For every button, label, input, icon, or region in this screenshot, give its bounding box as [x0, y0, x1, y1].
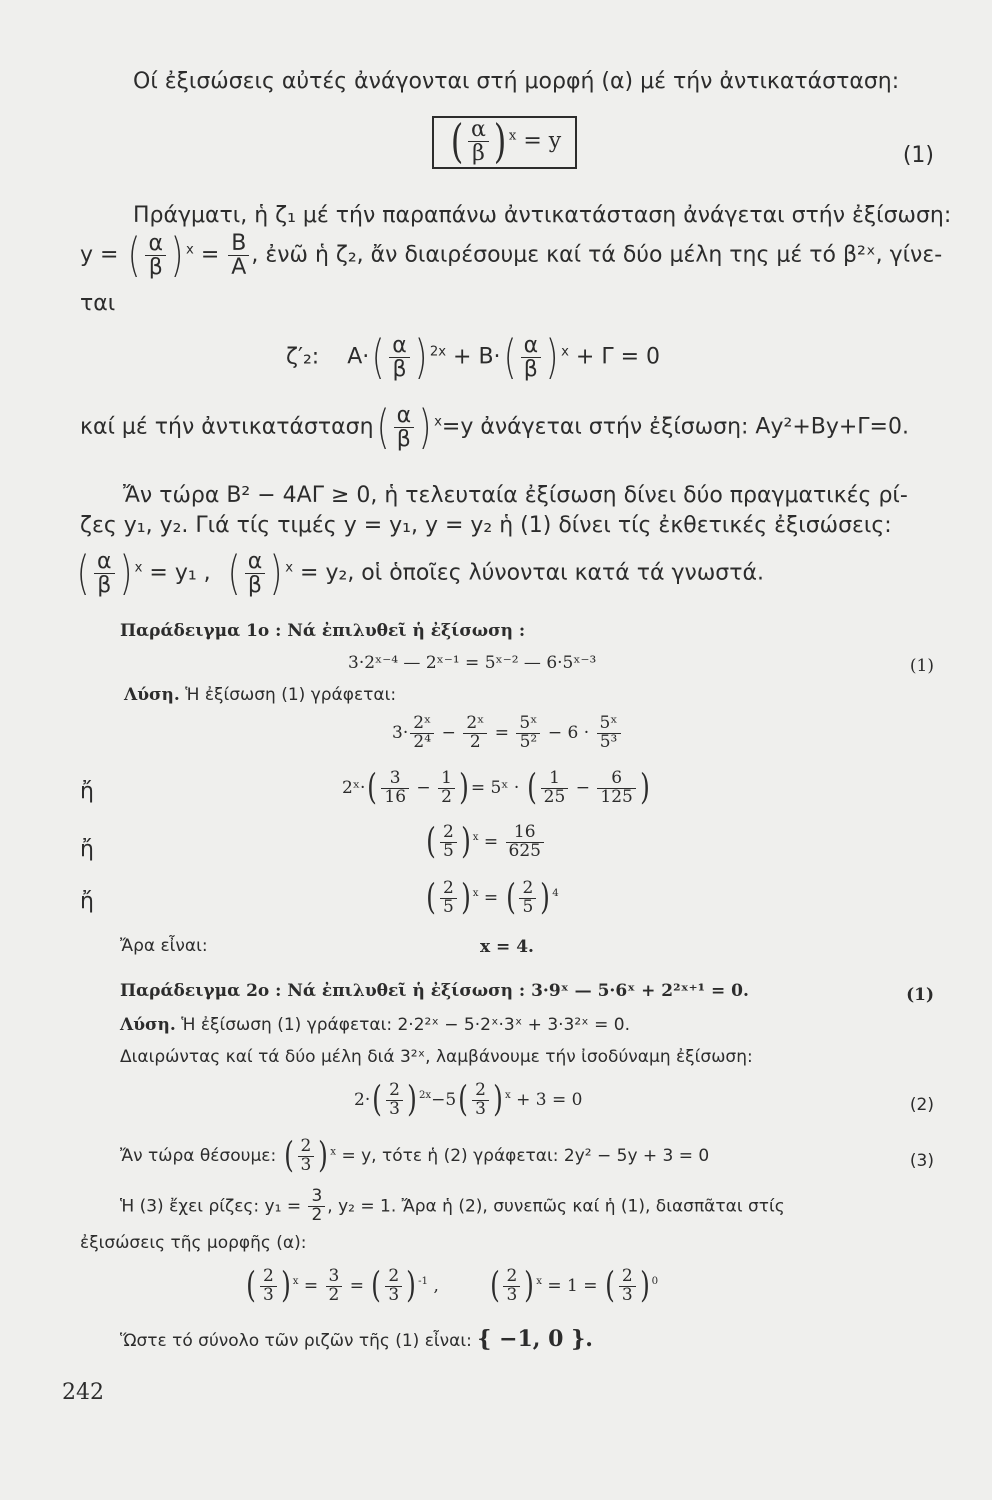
equation-number: (1) [902, 143, 934, 168]
para2-line1: Ἄν τώρα Β² − 4ΑΓ ≥ 0, ἡ τελευταία ἐξίσωση δίνει δύο πραγματικές ρί- [123, 483, 908, 508]
or-label-2: ἤ [80, 837, 94, 862]
example2-eq-number: (1) [906, 985, 934, 1005]
or-label-3: ἤ [80, 889, 94, 914]
example1-title: Παράδειγμα 1ο : Νά ἐπιλυθεῖ ἡ ἐξίσωση : [120, 621, 526, 641]
solution-set: −1, 0 [499, 1326, 564, 1352]
example1-step3: ( $\frac{2}{5}$ ) $^x$ = $\frac{16}{625}$ [424, 824, 546, 861]
para1-line3: ται [80, 291, 116, 316]
eq3-number: (3) [909, 1151, 934, 1171]
example2-line7: ἐξισώσεις τῆς μορφῆς (α): [80, 1233, 307, 1253]
example1-step4: ( $\frac{2}{5}$ ) $^x$ = ( $\frac{2}{5}$ ) $^4$ [426, 877, 559, 919]
example1-solution: Λύση. Ἡ ἐξίσωση (1) γράφεται: [124, 685, 397, 705]
example1-equation: 3·2ˣ⁻⁴ — 2ˣ⁻¹ = 5ˣ⁻² — 6·5ˣ⁻³ [348, 653, 597, 673]
example2-set: Ἄν τώρα θέσουμε: ( $\frac{2}{3}$ ) $^x$ = y, τότε ἡ (2) γράφεται: 2y² − 5y + 3 = 0 [120, 1135, 710, 1177]
therefore-label: Ἄρα εἶναι: [120, 936, 208, 956]
para1-line1: Πράγματι, ἡ ζ₁ μέ τήν παραπάνω ἀντικατάσταση ἀνάγεται στήν ἐξίσωση: [133, 203, 952, 228]
zeta2-equation: ζ′₂: Α·( $\frac{\alpha}{\beta}$ ) $^{2x}$ + Β·( $\frac{\alpha}{\beta}$ ) $^x$ + Γ = 0 [286, 330, 661, 385]
para1-line2: y = ( $\frac{\alpha}{\beta}$ ) $^x$ = $\frac{B}{A}$ , ἐνῶ ἡ ζ₂, ἄν διαιρέσουμε καί τά δύο μέλη της μέ τό β²ˣ, γίνε- [80, 228, 943, 283]
example1-step1: 3· $\frac{\text{2ˣ}}{\text{2⁴}}$ − $\frac{\text{2ˣ}}{2}$ = $\frac{\text{5ˣ}}{\text{5²}}$ − 6 · $\frac{\text{5ˣ}}{\text{5³}}$ [392, 715, 623, 752]
example2-eq2: 2·( $\frac{2}{3}$ ) $^{2x}$−5( $\frac{2}{3}$ ) $^x$ + 3 = 0 [354, 1079, 583, 1121]
example2-final-equations: ( $\frac{2}{3}$ ) $^x$ = $\frac{3}{2}$ = ( $\frac{2}{3}$ ) $^{-1}$ , ( $\frac{2}{3}$ ) $^x$ = 1 = ( $\frac{2}{3}$ ) $^0$ [246, 1265, 659, 1307]
eq2-number: (2) [909, 1095, 934, 1115]
para2-line2: ζες y₁, y₂. Γιά τίς τιμές y = y₁, y = y₂ ἡ (1) δίνει τίς ἐκθετικές ἐξισώσεις: [80, 513, 892, 538]
example1-answer: x = 4. [480, 937, 534, 957]
example2-title: Παράδειγμα 2ο : Νά ἐπιλυθεῖ ἡ ἐξίσωση : 3·9ˣ — 5·6ˣ + 2²ˣ⁺¹ = 0. [120, 981, 749, 1001]
para1-line5: καί μέ τήν ἀντικατάσταση( $\frac{\alpha}{\beta}$ ) $^x$=y ἀνάγεται στήν ἐξίσωση: Αy²+Βy+Γ=0. [80, 400, 909, 455]
boxed-substitution: ( $\frac{\alpha}{\beta}$ ) $^x$ = y [432, 116, 577, 169]
or-label-1: ἤ [80, 779, 94, 804]
example2-conclusion: Ὥστε τό σύνολο τῶν ριζῶν τῆς (1) εἶναι: { −1, 0 }. [120, 1326, 593, 1352]
page-number: 242 [62, 1380, 104, 1405]
example1-eq-number: (1) [909, 656, 934, 676]
para2-line3: ( $\frac{\alpha}{\beta}$ ) $^x$ = y₁ , ( $\frac{\alpha}{\beta}$ ) $^x$ = y₂, οἱ ὁποῖες λύνονται κατά τά γνωστά. [76, 546, 764, 601]
example2-line3: Διαιρώντας καί τά δύο μέλη διά 3²ˣ, λαμβάνουμε τήν ἰσοδύναμη ἐξίσωση: [120, 1047, 753, 1067]
example1-step2: 2ˣ·( $\frac{3}{16}$ − $\frac{1}{2}$ ) = 5ˣ · ( $\frac{1}{25}$ − $\frac{6}{125}$ ) [342, 767, 650, 809]
example2-solution: Λύση. Ἡ ἐξίσωση (1) γράφεται: 2·2²ˣ − 5·2ˣ·3ˣ + 3·3²ˣ = 0. [120, 1015, 630, 1035]
example2-roots: Ἡ (3) ἔχει ρίζες: y₁ = $\frac{3}{2}$ , y₂ = 1. Ἄρα ἡ (2), συνεπῶς καί ἡ (1), διασπᾶται στίς [120, 1186, 785, 1225]
intro-text: Οί ἐξισώσεις αὐτές ἀνάγονται στή μορφή (α) μέ τήν ἀντικατάσταση: [133, 69, 900, 94]
